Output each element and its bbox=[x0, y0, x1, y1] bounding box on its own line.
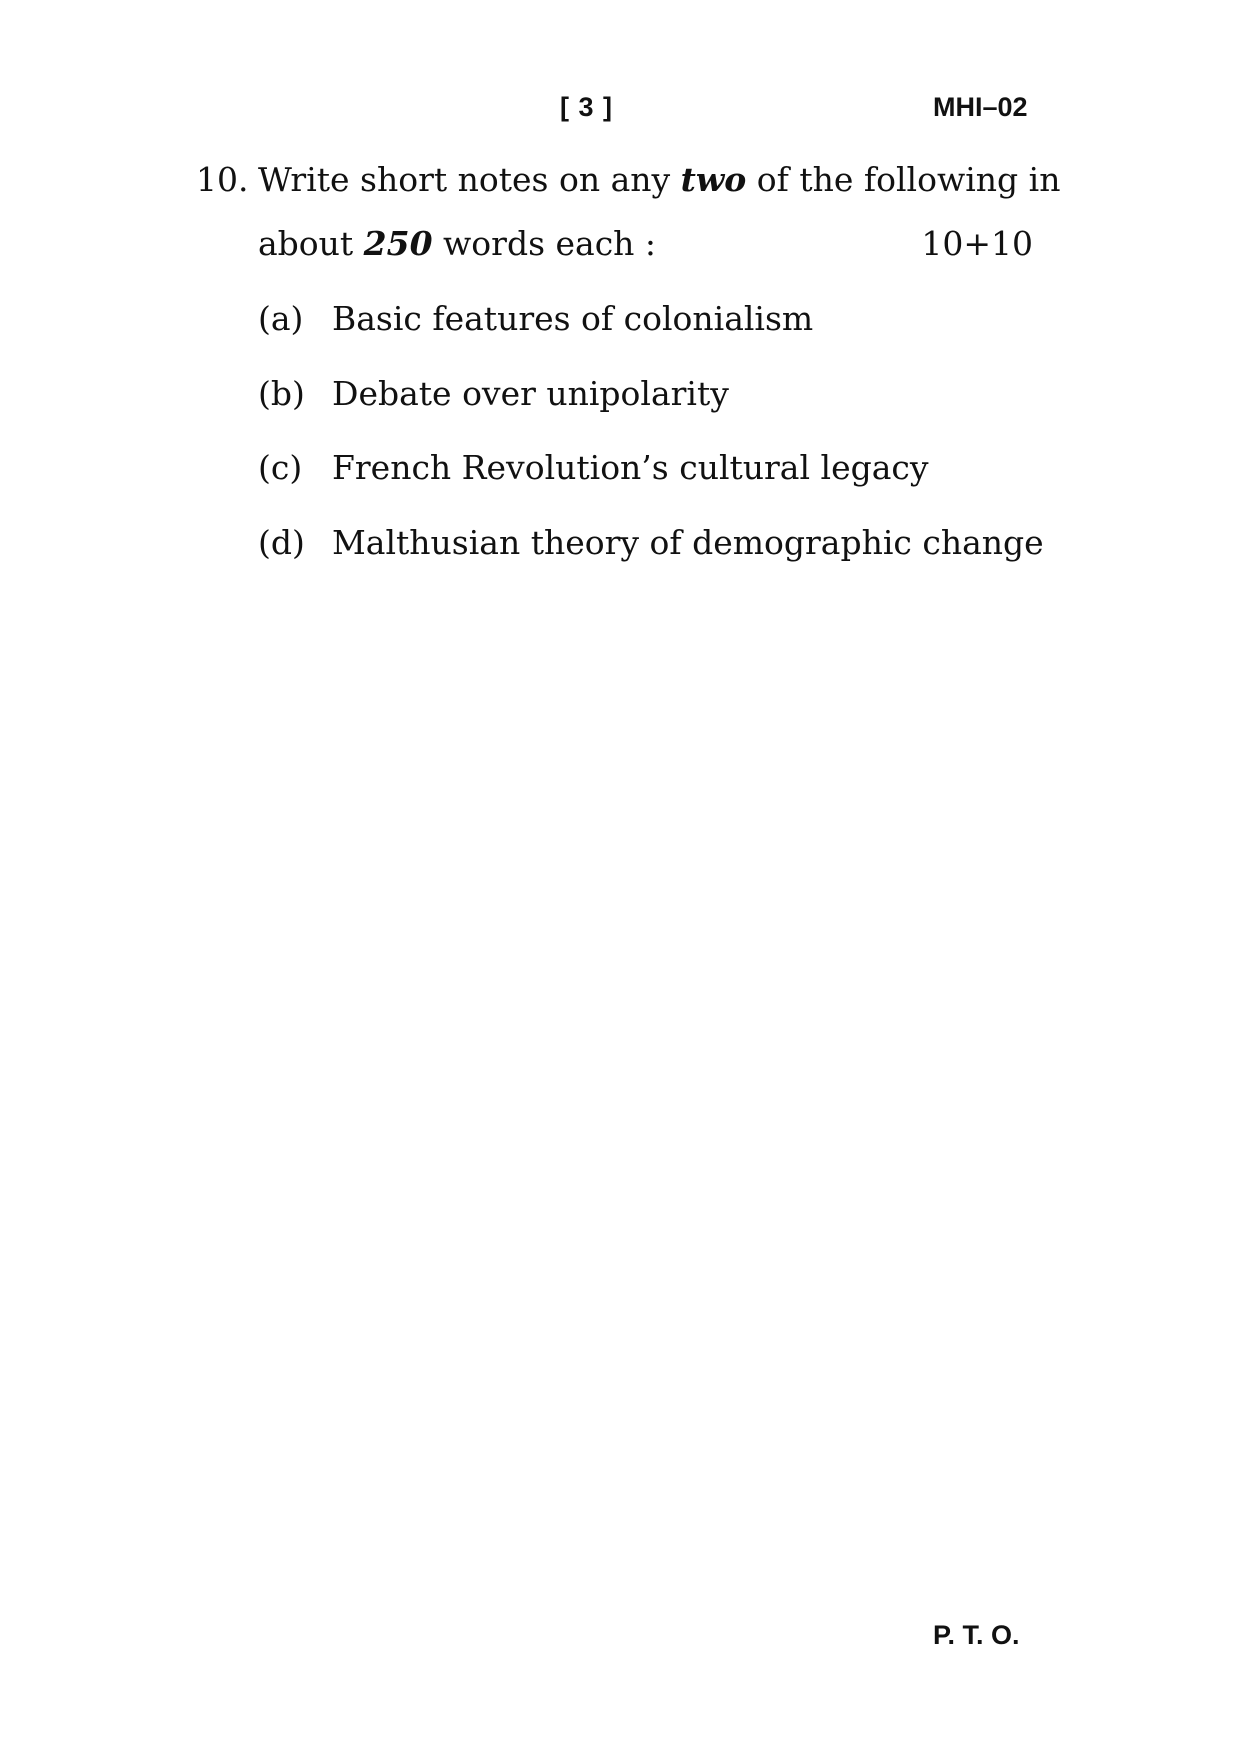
option-label: (a) bbox=[258, 299, 304, 338]
question-text-line-2 bbox=[258, 224, 656, 263]
please-turn-over: P. T. O. bbox=[933, 1620, 1020, 1650]
option-a bbox=[258, 299, 813, 338]
option-label: (d) bbox=[258, 523, 305, 562]
option-text: Basic features of colonialism bbox=[332, 299, 814, 338]
question-emphasis-word-count: 250 bbox=[363, 224, 433, 263]
question-marks: 10+10 bbox=[921, 224, 1033, 263]
question-text-part: of the following in bbox=[746, 160, 1061, 199]
option-text: Debate over unipolarity bbox=[332, 374, 729, 413]
option-text: Malthusian theory of demographic change bbox=[332, 523, 1044, 562]
paper-code: MHI–02 bbox=[933, 92, 1028, 122]
question-emphasis-two: two bbox=[680, 160, 747, 199]
option-c bbox=[258, 448, 929, 487]
option-label: (c) bbox=[258, 448, 303, 487]
option-text: French Revolution’s cultural legacy bbox=[332, 448, 929, 487]
question-text-line-1 bbox=[258, 160, 1060, 199]
question-text-part: about bbox=[258, 224, 364, 263]
page-number: [ 3 ] bbox=[560, 92, 614, 122]
option-d bbox=[258, 523, 1044, 562]
option-label: (b) bbox=[258, 374, 305, 413]
question-text-part: words each : bbox=[432, 224, 657, 263]
option-b bbox=[258, 374, 729, 413]
question-text-part: Write short notes on any bbox=[258, 160, 681, 199]
question-number: 10. bbox=[196, 160, 249, 199]
